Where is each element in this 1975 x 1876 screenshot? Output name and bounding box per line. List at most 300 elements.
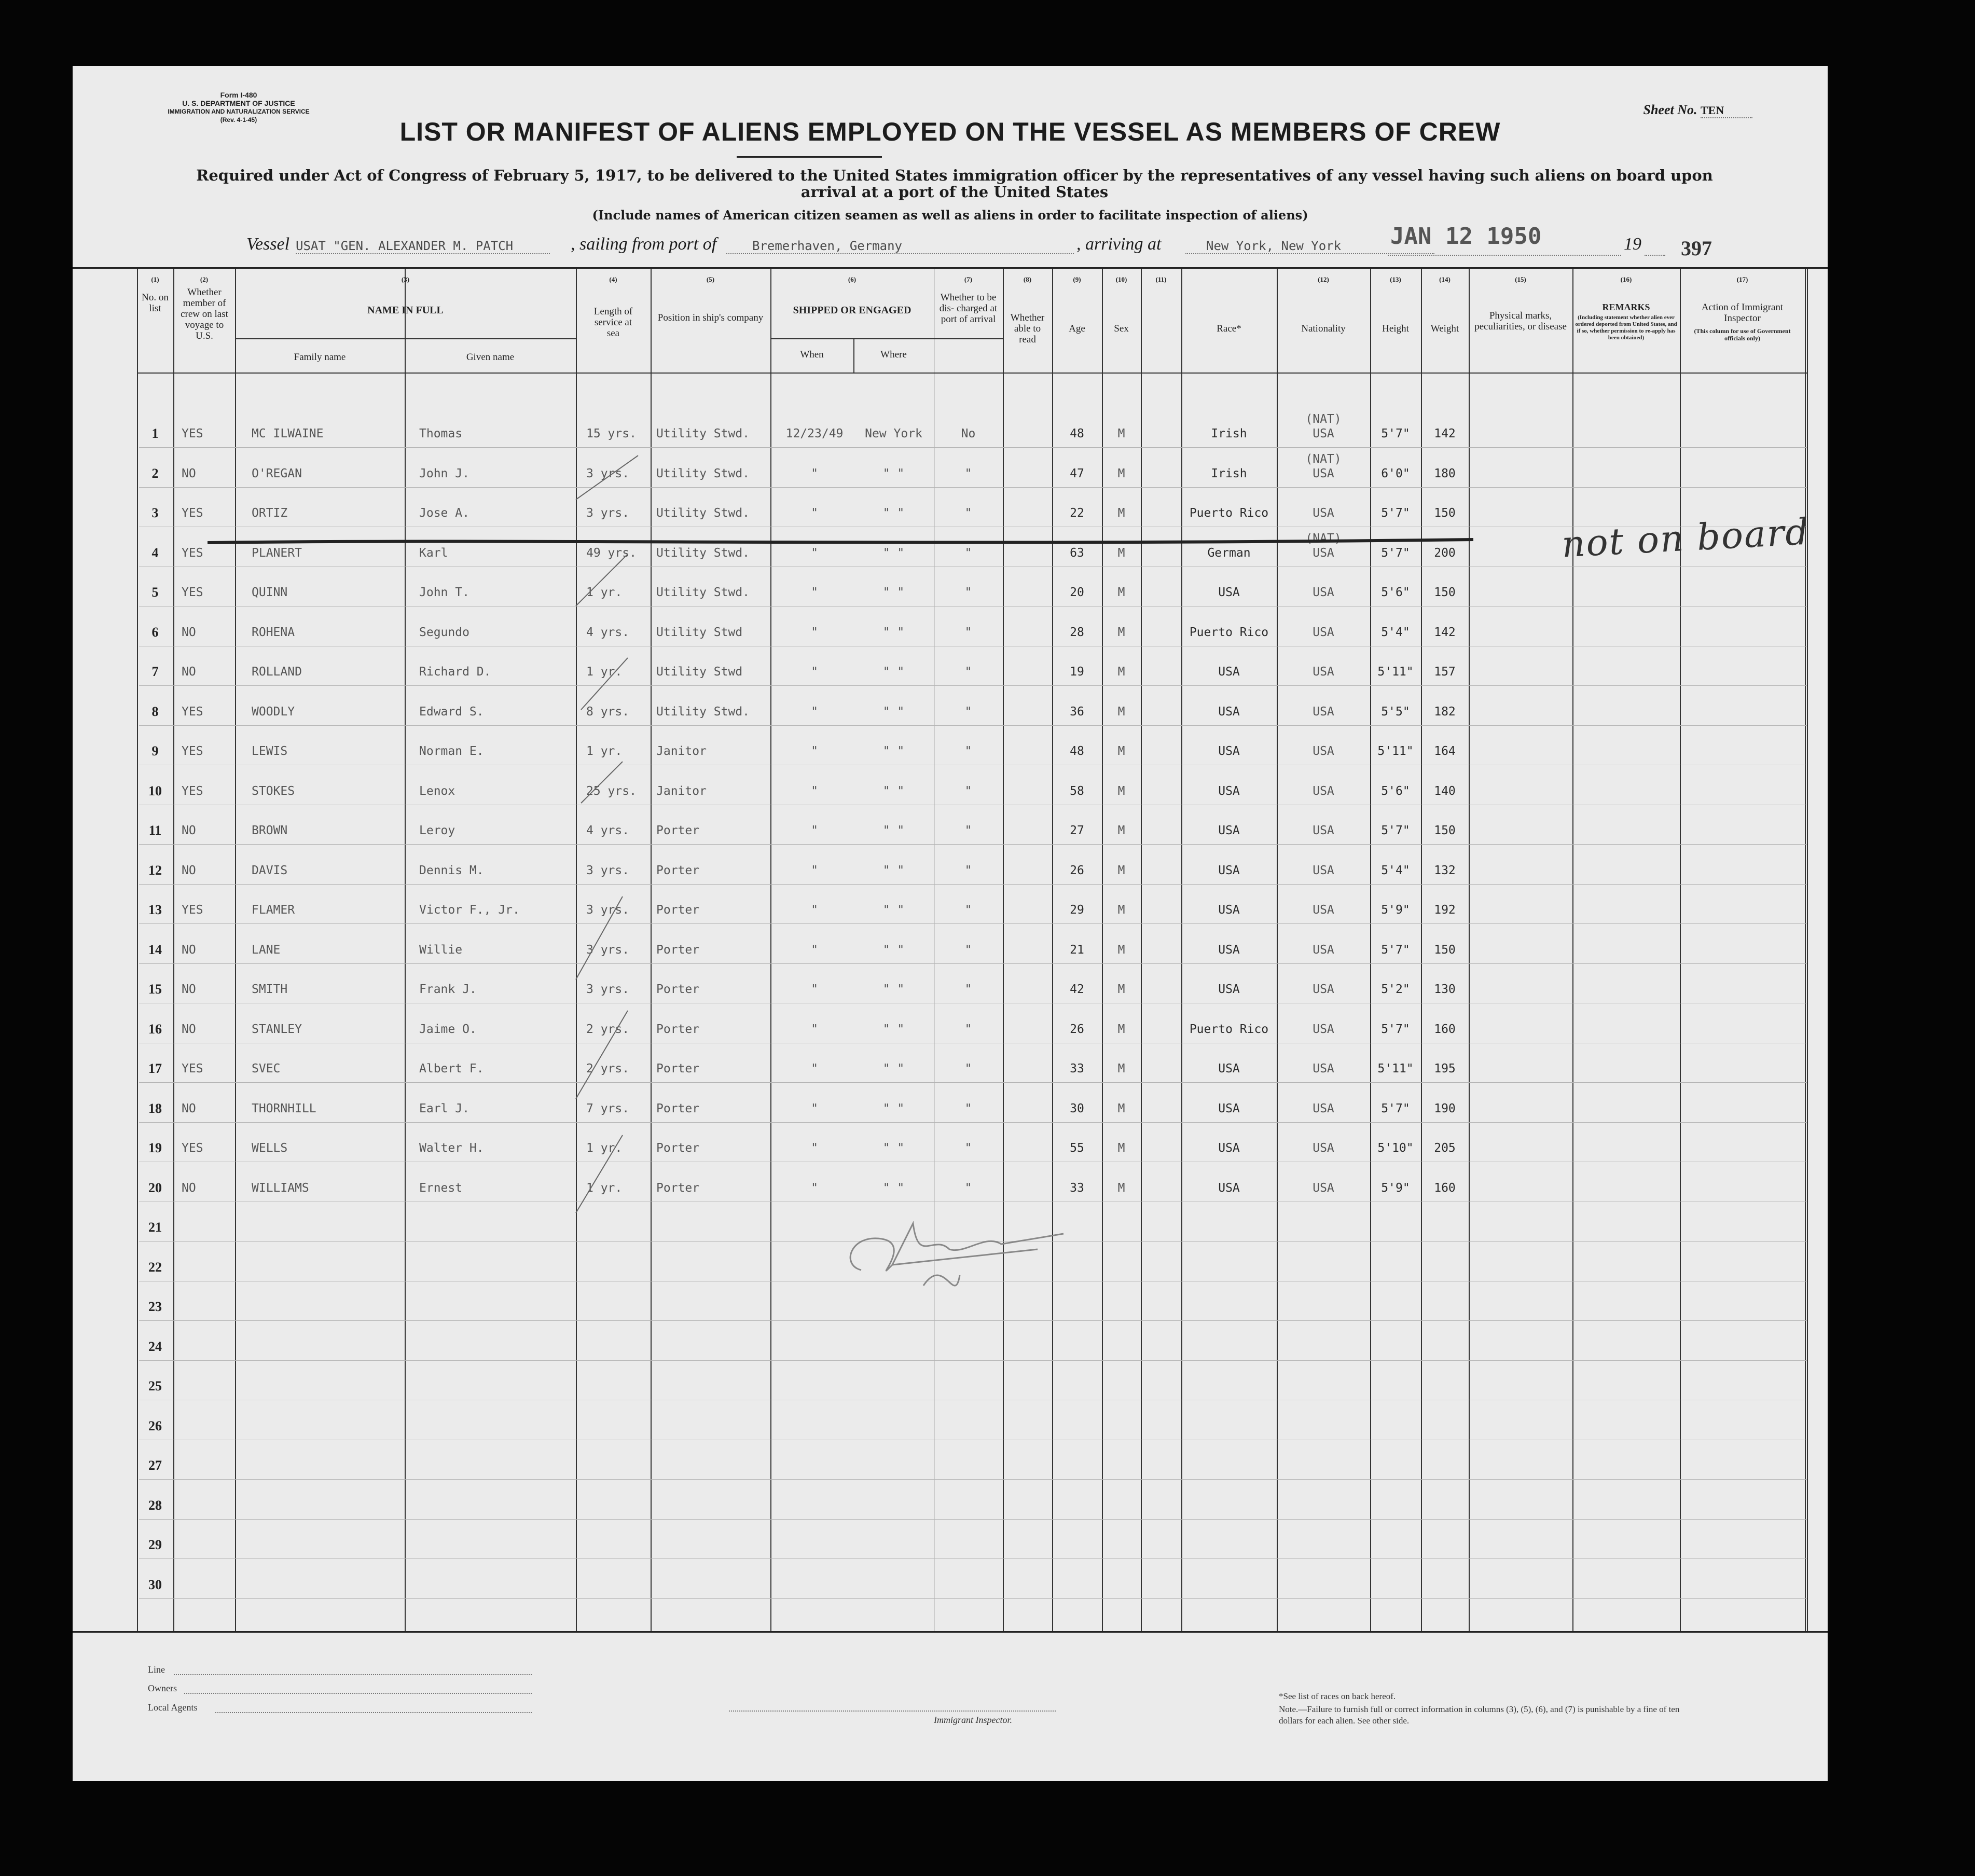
family-name-cell: STANLEY	[252, 1022, 302, 1036]
col9-num: (9)	[1073, 275, 1081, 283]
shipped-where-cell: " "	[882, 1141, 905, 1155]
prev-voyage-cell: NO	[182, 625, 196, 639]
given-name-cell: Frank J.	[419, 983, 477, 996]
shipped-where-cell: " "	[882, 1022, 905, 1036]
row-number: 14	[148, 942, 162, 957]
age-cell: 33	[1070, 1181, 1084, 1195]
sex-cell: M	[1117, 1101, 1125, 1115]
local-agents-label: Local Agents	[148, 1702, 198, 1713]
age-cell: 26	[1070, 1022, 1084, 1036]
date-underline	[1388, 255, 1621, 256]
shipped-where-cell: " "	[882, 546, 905, 560]
prev-voyage-cell: YES	[182, 705, 203, 719]
column-divider	[1003, 269, 1004, 1631]
shipped-where-header: Where	[880, 349, 907, 360]
vessel-label: Vessel	[246, 234, 290, 254]
given-name-cell: John T.	[419, 586, 469, 599]
given-name-cell: Norman E.	[419, 744, 484, 758]
service-length-cell: 1 yr.	[586, 665, 623, 679]
shipped-where-cell: " "	[882, 586, 905, 599]
shipped-when-cell: "	[811, 983, 818, 996]
height-cell: 5'7"	[1381, 1101, 1410, 1115]
row-number: 7	[151, 664, 159, 679]
shipped-when-cell: "	[811, 1022, 818, 1036]
row-number: 25	[148, 1378, 162, 1394]
shipped-where-cell: " "	[882, 625, 905, 639]
shipped-where-cell: " "	[882, 943, 905, 957]
prev-voyage-cell: YES	[182, 903, 203, 917]
prev-voyage-cell: NO	[182, 466, 196, 480]
row-number: 26	[148, 1418, 162, 1433]
position-cell: Porter	[656, 983, 700, 996]
sex-cell: M	[1117, 506, 1125, 520]
discharged-cell: "	[964, 1022, 972, 1036]
race-cell: USA	[1218, 744, 1240, 758]
shipped-where-cell: " "	[882, 784, 905, 798]
service-length-cell: 7 yrs.	[586, 1101, 630, 1115]
column-divider	[770, 269, 771, 1631]
row-number: 19	[148, 1140, 162, 1155]
weight-cell: 180	[1434, 466, 1456, 480]
height-cell: 5'2"	[1381, 983, 1410, 996]
race-cell: USA	[1218, 665, 1240, 679]
row-number: 6	[151, 624, 159, 640]
prev-voyage-cell: YES	[182, 586, 203, 599]
prev-voyage-cell: NO	[182, 824, 196, 837]
row-rule	[139, 844, 1807, 845]
owners-field	[184, 1693, 532, 1694]
service-length-cell: 3 yrs.	[586, 506, 630, 520]
row-rule	[139, 725, 1807, 726]
weight-cell: 150	[1434, 824, 1456, 837]
shipped-when-cell: "	[811, 824, 818, 837]
sex-cell: M	[1117, 943, 1125, 957]
sex-cell: M	[1117, 983, 1125, 996]
prev-voyage-cell: NO	[182, 1101, 196, 1115]
family-name-cell: PLANERT	[252, 546, 302, 560]
age-cell: 36	[1070, 705, 1084, 719]
height-cell: 5'6"	[1381, 784, 1410, 798]
age-cell: 30	[1070, 1101, 1084, 1115]
crew-manifest-table	[73, 267, 1828, 1633]
weight-cell: 132	[1434, 863, 1456, 877]
strikethrough-line	[208, 533, 1504, 549]
race-cell: USA	[1218, 943, 1240, 957]
given-name-cell: Thomas	[419, 427, 463, 440]
arriving-label: , arriving at	[1076, 234, 1162, 254]
sex-cell: M	[1117, 1141, 1125, 1155]
row-number: 22	[148, 1259, 162, 1275]
sex-cell: M	[1117, 466, 1125, 480]
family-name-cell: THORNHILL	[252, 1101, 316, 1115]
height-cell: 5'11"	[1377, 665, 1414, 679]
family-name-cell: STOKES	[252, 784, 295, 798]
col12-num: (12)	[1318, 275, 1329, 283]
weight-cell: 190	[1434, 1101, 1456, 1115]
race-cell: Puerto Rico	[1189, 506, 1269, 520]
prev-voyage-cell: YES	[182, 784, 203, 798]
position-cell: Porter	[656, 1022, 700, 1036]
race-cell: USA	[1218, 983, 1240, 996]
sheet-number-value: TEN	[1701, 104, 1752, 118]
shipped-where-cell: " "	[882, 863, 905, 877]
race-cell: USA	[1218, 863, 1240, 877]
service-length-cell: 1 yr.	[586, 1141, 623, 1155]
vessel-name: USAT "GEN. ALEXANDER M. PATCH	[296, 239, 550, 254]
shipped-when-cell: "	[811, 1141, 818, 1155]
family-name-cell: LEWIS	[252, 744, 288, 758]
race-cell: USA	[1218, 705, 1240, 719]
row-number: 9	[151, 743, 159, 758]
discharged-cell: "	[964, 705, 972, 719]
row-rule	[139, 923, 1807, 924]
age-cell: 20	[1070, 586, 1084, 599]
row-number: 4	[151, 545, 159, 560]
position-cell: Porter	[656, 1181, 700, 1195]
nationality-cell: USA	[1313, 943, 1334, 957]
arriving-port: New York, New York	[1185, 239, 1434, 254]
sex-cell: M	[1117, 784, 1125, 798]
col15-label: Physical marks, peculiarities, or disease	[1474, 310, 1567, 332]
row-rule	[139, 1519, 1807, 1520]
height-cell: 5'9"	[1381, 1181, 1410, 1195]
discharged-cell: "	[964, 1141, 972, 1155]
height-cell: 5'7"	[1381, 943, 1410, 957]
nationality-cell: USA	[1313, 1141, 1334, 1155]
shipped-where-cell: " "	[882, 1101, 905, 1115]
row-number: 1	[151, 426, 159, 441]
weight-cell: 150	[1434, 586, 1456, 599]
col2-label: Whether member of crew on last voyage to U.S.	[181, 287, 228, 341]
sheet-number-label: Sheet No.	[1643, 102, 1697, 117]
weight-cell: 150	[1434, 506, 1456, 520]
service-length-cell: 3 yrs.	[586, 943, 630, 957]
service-length-cell: 3 yrs.	[586, 983, 630, 996]
discharged-cell: "	[964, 863, 972, 877]
line-label: Line	[148, 1664, 165, 1675]
height-cell: 5'9"	[1381, 903, 1410, 917]
row-rule	[139, 1360, 1807, 1361]
service-length-cell: 4 yrs.	[586, 625, 630, 639]
race-cell: Irish	[1211, 427, 1247, 440]
given-name-cell: Albert F.	[419, 1062, 484, 1075]
age-cell: 19	[1070, 665, 1084, 679]
manifest-sheet	[73, 66, 1828, 1781]
weight-cell: 142	[1434, 427, 1456, 440]
naturalized-note: (NAT)	[1305, 531, 1342, 545]
col11-num: (11)	[1155, 275, 1167, 283]
shipped-where-cell: " "	[882, 1181, 905, 1195]
prev-voyage-cell: NO	[182, 983, 196, 996]
local-agents-field	[215, 1712, 532, 1713]
service-length-cell: 15 yrs.	[586, 427, 637, 440]
age-cell: 48	[1070, 744, 1084, 758]
col4-label: Length of service at sea	[593, 306, 633, 339]
row-rule	[139, 1320, 1807, 1321]
nationality-cell: USA	[1313, 506, 1334, 520]
prev-voyage-cell: NO	[182, 1022, 196, 1036]
shipped-when-cell: "	[811, 1181, 818, 1195]
prev-voyage-cell: NO	[182, 863, 196, 877]
shipped-when-cell: "	[811, 586, 818, 599]
row-rule	[139, 487, 1807, 488]
weight-cell: 164	[1434, 744, 1456, 758]
height-cell: 5'7"	[1381, 546, 1410, 560]
position-cell: Porter	[656, 943, 700, 957]
discharged-cell: "	[964, 943, 972, 957]
race-cell: USA	[1218, 1101, 1240, 1115]
row-number: 13	[148, 902, 162, 917]
row-number: 8	[151, 703, 159, 719]
sex-cell: M	[1117, 625, 1125, 639]
line-field	[174, 1674, 532, 1675]
col6-label: SHIPPED OR ENGAGED	[793, 305, 911, 316]
age-cell: 22	[1070, 506, 1084, 520]
sex-cell: M	[1117, 705, 1125, 719]
shipped-when-header: When	[800, 349, 824, 360]
row-number: 11	[148, 823, 162, 838]
age-cell: 21	[1070, 943, 1084, 957]
race-cell: USA	[1218, 1181, 1240, 1195]
race-cell: Puerto Rico	[1189, 1022, 1269, 1036]
shipped-when-cell: "	[811, 466, 818, 480]
discharged-cell: "	[964, 586, 972, 599]
race-cell: USA	[1218, 1062, 1240, 1075]
position-cell: Utility Stwd	[656, 625, 743, 639]
height-cell: 5'7"	[1381, 506, 1410, 520]
sex-cell: M	[1117, 427, 1125, 440]
discharged-cell: "	[964, 784, 972, 798]
age-cell: 33	[1070, 1062, 1084, 1075]
discharged-cell: "	[964, 744, 972, 758]
remark-not-on-board: not on board	[1560, 510, 1811, 566]
nationality-cell: USA	[1313, 1181, 1334, 1195]
prev-voyage-cell: YES	[182, 427, 203, 440]
row-number: 10	[148, 783, 162, 798]
col5-num: (5)	[706, 275, 715, 283]
sailing-label: , sailing from port of	[571, 234, 717, 254]
shipped-when-cell: "	[811, 943, 818, 957]
title-rule	[737, 156, 882, 158]
given-name-cell: Ernest	[419, 1181, 463, 1195]
position-cell: Porter	[656, 1141, 700, 1155]
family-name-cell: LANE	[252, 943, 281, 957]
weight-cell: 157	[1434, 665, 1456, 679]
given-name-cell: Jaime O.	[419, 1022, 477, 1036]
sex-cell: M	[1117, 1062, 1125, 1075]
col17-label: Action of Immigrant Inspector	[1701, 302, 1784, 324]
position-cell: Utility Stwd.	[656, 705, 750, 719]
sex-cell: M	[1117, 744, 1125, 758]
shipped-when-cell: "	[811, 665, 818, 679]
shipped-when-cell: "	[811, 546, 818, 560]
sheet-number	[1643, 102, 1753, 118]
height-cell: 5'11"	[1377, 1062, 1414, 1075]
column-divider	[235, 269, 236, 1631]
family-name-cell: ORTIZ	[252, 506, 288, 520]
family-name-cell: SVEC	[252, 1062, 281, 1075]
row-number: 5	[151, 585, 159, 600]
given-name-cell: Leroy	[419, 824, 455, 837]
sex-cell: M	[1117, 546, 1125, 560]
race-cell: Puerto Rico	[1189, 625, 1269, 639]
weight-cell: 182	[1434, 705, 1456, 719]
col14-num: (14)	[1439, 275, 1451, 283]
shipped-where-cell: " "	[882, 705, 905, 719]
given-name-cell: Dennis M.	[419, 863, 484, 877]
row-rule	[139, 963, 1807, 964]
position-cell: Utility Stwd.	[656, 586, 750, 599]
nationality-cell: USA	[1313, 1101, 1334, 1115]
shipped-when-cell: "	[811, 784, 818, 798]
height-cell: 5'11"	[1377, 744, 1414, 758]
col16-label: REMARKS	[1602, 302, 1650, 312]
col10-label: Sex	[1114, 323, 1129, 334]
position-cell: Porter	[656, 903, 700, 917]
race-note: *See list of races on back hereof.	[1279, 1691, 1396, 1701]
col3-label: NAME IN FULL	[367, 305, 444, 316]
weight-cell: 150	[1434, 943, 1456, 957]
weight-cell: 205	[1434, 1141, 1456, 1155]
position-cell: Utility Stwd.	[656, 546, 750, 560]
height-cell: 6'0"	[1381, 466, 1410, 480]
row-number: 3	[151, 505, 159, 520]
service-length-cell: 49 yrs.	[586, 546, 637, 560]
shipped-when-cell: "	[811, 625, 818, 639]
column-divider	[1469, 269, 1470, 1631]
weight-cell: 160	[1434, 1181, 1456, 1195]
service-length-cell: 3 yrs.	[586, 863, 630, 877]
height-cell: 5'7"	[1381, 1022, 1410, 1036]
family-name-cell: MC ILWAINE	[252, 427, 324, 440]
nationality-cell: USA	[1313, 705, 1334, 719]
given-name-cell: Willie	[419, 943, 463, 957]
shipped-where-cell: New York	[865, 427, 922, 440]
col4-num: (4)	[609, 275, 617, 283]
row-rule	[139, 1479, 1807, 1480]
arrival-date-stamp: JAN 12 1950	[1390, 223, 1542, 250]
prev-voyage-cell: YES	[182, 546, 203, 560]
form-number: Form I-480	[220, 91, 257, 99]
col11-label: Race*	[1217, 323, 1241, 334]
family-name-cell: O'REGAN	[252, 466, 302, 480]
shipped-where-cell: " "	[882, 903, 905, 917]
weight-cell: 142	[1434, 625, 1456, 639]
row-number: 17	[148, 1061, 162, 1076]
discharged-cell: "	[964, 665, 972, 679]
row-number: 2	[151, 465, 159, 481]
discharged-cell: "	[964, 506, 972, 520]
row-number: 27	[148, 1458, 162, 1473]
nationality-cell: USA	[1313, 1022, 1334, 1036]
shipped-where-cell: " "	[882, 744, 905, 758]
sex-cell: M	[1117, 1022, 1125, 1036]
shipped-where-cell: " "	[882, 665, 905, 679]
shipped-where-cell: " "	[882, 824, 905, 837]
service-name: IMMIGRATION AND NATURALIZATION SERVICE	[168, 108, 310, 115]
nationality-cell: USA	[1313, 903, 1334, 917]
header-subrule	[770, 338, 1003, 339]
row-rule	[139, 1598, 1807, 1599]
sex-cell: M	[1117, 665, 1125, 679]
age-cell: 55	[1070, 1141, 1084, 1155]
row-number: 21	[148, 1220, 162, 1235]
position-cell: Utility Stwd.	[656, 506, 750, 520]
service-length-cell: 1 yr.	[586, 744, 623, 758]
discharged-cell: "	[964, 1062, 972, 1075]
naturalized-note: (NAT)	[1305, 412, 1342, 426]
row-number: 30	[148, 1577, 162, 1592]
header-rule	[137, 373, 1807, 374]
service-length-cell: 2 yrs.	[586, 1022, 630, 1036]
col14-label: Weight	[1430, 323, 1459, 334]
sex-cell: M	[1117, 586, 1125, 599]
shipped-where-cell: " "	[882, 506, 905, 520]
shipped-when-cell: "	[811, 744, 818, 758]
weight-cell: 195	[1434, 1062, 1456, 1075]
col15-num: (15)	[1515, 275, 1526, 283]
prev-voyage-cell: NO	[182, 665, 196, 679]
race-cell: USA	[1218, 1141, 1240, 1155]
weight-cell: 140	[1434, 784, 1456, 798]
position-cell: Porter	[656, 863, 700, 877]
discharged-cell: "	[964, 466, 972, 480]
col16-sub: (Including statement whether alien ever ordered deported from United States, and if so, whether permission to re-apply has been obtained)	[1575, 314, 1677, 341]
race-cell: Irish	[1211, 466, 1247, 480]
row-number: 16	[148, 1021, 162, 1037]
family-name-cell: WOODLY	[252, 705, 295, 719]
position-cell: Porter	[656, 824, 700, 837]
column-divider	[651, 269, 652, 1631]
page-number: 397	[1681, 237, 1712, 260]
shipped-subdivider	[853, 338, 854, 373]
col8-num: (8)	[1023, 275, 1032, 283]
shipped-when-cell: "	[811, 903, 818, 917]
age-cell: 63	[1070, 546, 1084, 560]
given-name-cell: John J.	[419, 466, 469, 480]
row-rule	[139, 884, 1807, 885]
owners-label: Owners	[148, 1683, 177, 1693]
family-name-cell: QUINN	[252, 586, 288, 599]
col17-sub: (This column for use of Government officials only)	[1694, 327, 1791, 342]
col13-num: (13)	[1390, 275, 1401, 283]
weight-cell: 130	[1434, 983, 1456, 996]
position-cell: Utility Stwd	[656, 665, 743, 679]
row-rule	[139, 447, 1807, 448]
height-cell: 5'6"	[1381, 586, 1410, 599]
height-cell: 5'5"	[1381, 705, 1410, 719]
column-divider	[1141, 269, 1142, 1631]
service-length-cell: 25 yrs.	[586, 784, 637, 798]
prev-voyage-cell: NO	[182, 943, 196, 957]
service-length-cell: 2 yrs.	[586, 1062, 630, 1075]
given-name-cell: Richard D.	[419, 665, 491, 679]
weight-cell: 160	[1434, 1022, 1456, 1036]
department-name: U. S. DEPARTMENT OF JUSTICE	[182, 99, 295, 107]
family-name-cell: ROHENA	[252, 625, 295, 639]
race-cell: USA	[1218, 586, 1240, 599]
service-length-cell: 4 yrs.	[586, 824, 630, 837]
age-cell: 42	[1070, 983, 1084, 996]
shipped-when-cell: "	[811, 863, 818, 877]
col9-label: Age	[1069, 323, 1085, 334]
penalty-note: Note.—Failure to furnish full or correct information in columns (3), (5), (6), and (7) is punishable by a fine of ten dollars for each alien. See other side.	[1279, 1704, 1680, 1726]
given-name-cell: Jose A.	[419, 506, 469, 520]
age-cell: 26	[1070, 863, 1084, 877]
column-divider	[137, 269, 138, 1631]
sailing-port: Bremerhaven, Germany	[726, 239, 1074, 254]
shipped-when-cell: "	[811, 1062, 818, 1075]
